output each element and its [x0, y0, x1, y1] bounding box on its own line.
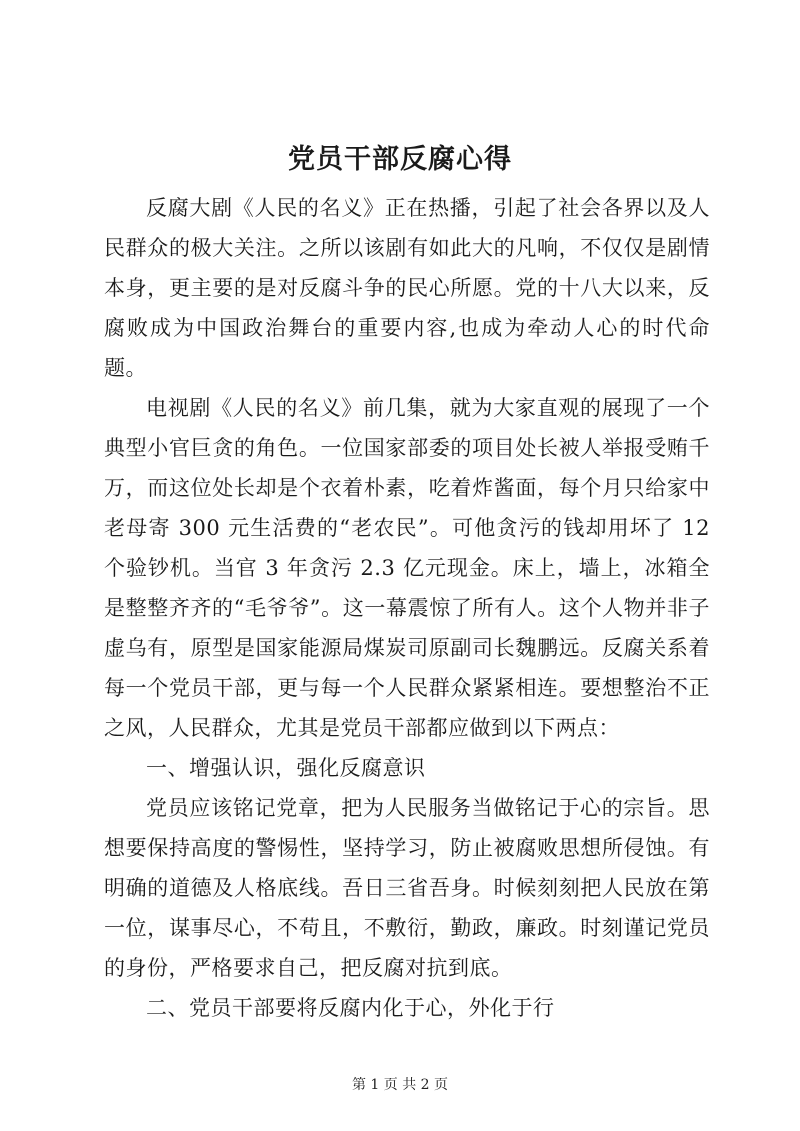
section-heading-2: 二、党员干部要将反腐内化于心，外化于行 — [146, 996, 555, 1020]
section-heading-1: 一、增强认识，强化反腐意识 — [146, 756, 426, 780]
page-number-footer: 第 1 页 共 2 页 — [351, 1077, 449, 1093]
paragraph-awareness: 党员应该铭记党章，把为人民服务当做铭记于心的宗旨。思想要保持高度的警惕性，坚持学习，防止被腐败思想所侵蚀。有明确的道德及人格底线。吾日三省吾身。时候刻刻把人民放在第一位，谋事尽心，不苟且，不敷衍，勤政，廉政。时刻谨记党员的身份，严格要求自己，把反腐对抗到底。 — [104, 796, 710, 980]
paragraph-intro: 反腐大剧《人民的名义》正在热播，引起了社会各界以及人民群众的极大关注。之所以该剧有如此大的凡响，不仅仅是剧情本身，更主要的是对反腐斗争的民心所愿。党的十八大以来，反腐败成为中国政治舞台的重要内容,也成为牵动人心的时代命题。 — [104, 196, 710, 380]
paragraph-case: 电视剧《人民的名义》前几集，就为大家直观的展现了一个典型小官巨贪的角色。一位国家部委的项目处长被人举报受贿千万，而这位处长却是个衣着朴素，吃着炸酱面，每个月只给家中老母寄 300 元生活费的“老农民”。可他贪污的钱却用坏了 12 个验钞机。当官 3 年贪污 2.3 亿元现金。床上，墙上，冰箱全是整整齐齐的“毛爷爷”。这一幕震惊了所有人。这个人物并非子虚乌有，原型是国家能源局煤炭司原副司长魏鹏远。反腐关系着每一个党员干部，更与每一个人民群众紧紧相连。要想整治不正之风，人民群众，尤其是党员干部都应做到以下两点： — [104, 396, 710, 740]
document-body — [104, 188, 710, 1028]
document-title: 党员干部反腐心得 — [288, 144, 512, 175]
